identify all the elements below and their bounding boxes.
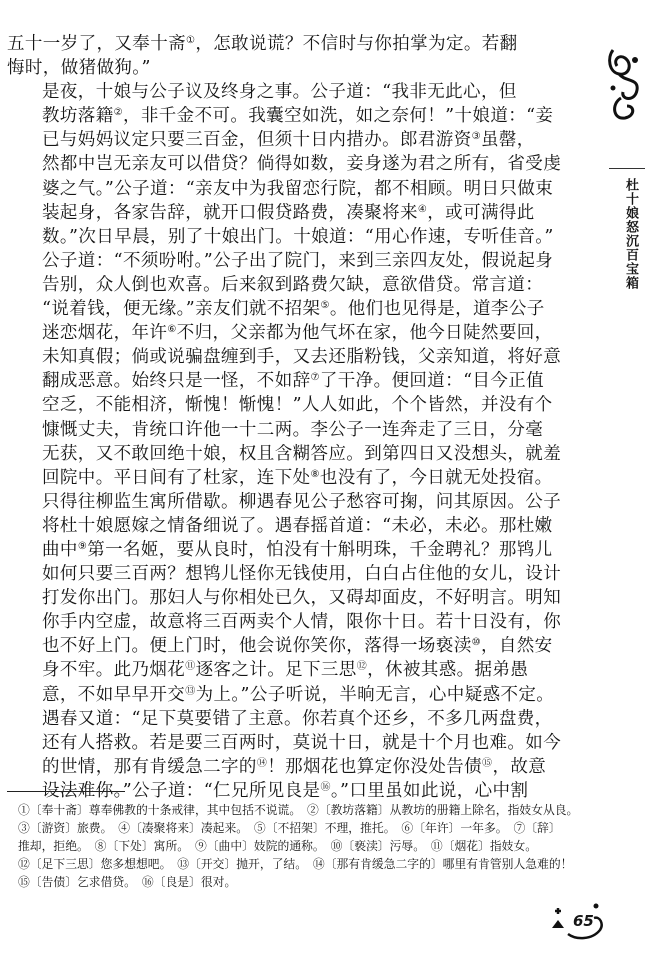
text-run: ，故意 (492, 756, 547, 777)
text-line (7, 152, 593, 176)
text-run: 如何只要三百两？想鸨儿怪你无钱使用，白白占住他的女儿，设计 (42, 564, 562, 585)
text-line (7, 177, 593, 201)
text-run: 遇春又道：“足下莫要错了主意。你若真个还乡，不多几两盘费， (42, 708, 553, 729)
footnotes (18, 801, 593, 891)
text-run: 的世情，那有肯缓急二字的 (42, 756, 257, 777)
text-run: 悔时，做猪做狗。” (7, 58, 151, 79)
text-run: 慷慨丈夫，肯统口许他一十二两。李公子一连奔走了三日，分毫 (42, 419, 544, 440)
text-line (7, 80, 593, 104)
text-line (7, 32, 593, 56)
text-run: 不归，父亲都为他气坏在家，他今日陡然要回， (176, 323, 553, 344)
text-run: 五十一岁了，又奉十斋 (7, 34, 186, 54)
paragraph (7, 32, 593, 80)
footnote-marker: ⑪ (185, 661, 196, 673)
text-run: 翻成恶意。始终只是一怪，不如辞 (42, 371, 311, 392)
text-line (7, 369, 593, 393)
text-line (7, 490, 593, 514)
text-run: 为上。”公子听说，半晌无言，心中疑惑不定。 (195, 684, 555, 705)
body-text (7, 32, 593, 803)
text-line (7, 562, 593, 586)
text-line (7, 345, 593, 369)
text-line (7, 128, 593, 152)
footnote-line: ⑮〔告债〕乞求借贷。 ⑯〔良是〕很对。 (18, 875, 237, 889)
text-run: 然都中岂无亲友可以借贷？倘得如数，妾身遂为君之所有，省受虔 (42, 154, 562, 175)
text-line (7, 442, 593, 466)
text-run: 第一名姬，要从良时，怕没有十斛明珠，千金聘礼？那鸨儿 (87, 539, 553, 560)
text-run: 意，不如早早开交 (42, 684, 186, 705)
running-head-rule (609, 168, 645, 169)
paragraph (7, 80, 593, 803)
text-line (7, 610, 593, 634)
text-line (7, 104, 593, 128)
text-run: ，怎敢说谎？不信时与你拍掌为定。若翻 (195, 34, 518, 54)
text-line (7, 514, 593, 538)
text-line (7, 731, 593, 755)
text-run: 设法难你。”公子道：“仁兄所见良是 (42, 780, 321, 801)
footnote-marker: ② (113, 107, 123, 119)
text-run: 迷恋烟花，年许 (42, 323, 168, 344)
text-line (7, 225, 593, 249)
text-line (7, 707, 593, 731)
text-run: ，非千金不可。我囊空如洗，如之奈何！”十娘道：“妾 (122, 106, 554, 127)
text-line (7, 683, 593, 707)
text-run: 打发你出门。那妇人与你相处已久，又碍却面皮，不好明言。明知 (42, 588, 562, 609)
text-run: 虽罄， (480, 130, 535, 151)
text-run: 装起身，各家告辞，就开口假贷路费，凑聚将来 (42, 202, 418, 223)
footnote-divider (7, 791, 125, 792)
footnote-marker: ⑯ (320, 781, 331, 793)
footnote-marker: ⑮ (482, 757, 493, 769)
text-line (7, 466, 593, 490)
footnote-marker: ⑥ (167, 324, 177, 336)
text-run: ，休被其惑。据弟愚 (367, 660, 529, 681)
text-run: 只得往柳监生寓所借歇。柳遇春见公子愁容可掬，问其原因。公子 (42, 491, 562, 512)
text-line (7, 393, 593, 417)
text-run: 数。”次日早晨，别了十娘出门。十娘道：“用心作速，专听佳音。” (42, 226, 554, 247)
footnote-marker: ③ (471, 131, 481, 143)
text-run: 是夜，十娘与公子议及终身之事。公子道：“我非无此心，但 (42, 82, 517, 103)
text-line (7, 418, 593, 442)
footnote-marker: ⑩ (471, 637, 481, 649)
text-run: 逐客之计。足下三思 (195, 660, 357, 681)
text-run: 已与妈妈议定只要三百金，但须十日内措办。郎君游资 (42, 130, 472, 151)
text-run: 未知真假；倘或说骗盘缠到手，又去还脂粉钱，父亲知道，将好意 (42, 347, 562, 368)
text-run: 空乏，不能相济，惭愧！惭愧！”人人如此，个个皆然，并没有个 (42, 395, 553, 416)
text-line (7, 755, 593, 779)
footnote-marker: ① (186, 35, 196, 46)
text-run: 曲中 (42, 539, 78, 560)
text-run: ！那烟花也算定你没处告债 (267, 756, 483, 777)
text-run: 你手内空虚，故意将三百两卖个人情，限你十日。若十日没有，你 (42, 612, 562, 633)
footnote-marker: ⑦ (310, 372, 320, 384)
text-run: 回院中。平日间有了杜家，连下处 (42, 467, 311, 488)
footnote-line: ③〔游资〕旅费。 ④〔凑聚将来〕凑起来。 ⑤〔不招架〕不理，推托。 ⑥〔年许〕一年多。 ⑦〔辞〕 (18, 821, 561, 835)
text-run: 将杜十娘愿嫁之情备细说了。遇春摇首道：“未必，未必。那杜嫩 (42, 515, 553, 536)
footnote-marker: ④ (417, 203, 428, 215)
text-run: ，自然安 (480, 636, 553, 657)
footnote-line: 推却，拒绝。 ⑧〔下处〕寓所。 ⑨〔曲中〕妓院的通称。 ⑩〔亵渎〕污辱。 ⑪〔烟花〕指妓女。 (18, 839, 538, 853)
text-line (7, 273, 593, 297)
text-run: 。”口里虽如此说，心中割 (330, 780, 529, 801)
text-line (7, 658, 593, 682)
text-run: 也没有了，今日就无处投宿。 (319, 467, 553, 488)
text-run: 也不好上门。便上门时，他会说你笑你，落得一场亵渎 (42, 636, 472, 657)
text-line (7, 201, 593, 225)
footnote-marker: ⑭ (256, 757, 268, 769)
text-line (7, 321, 593, 345)
footnote-marker: ⑫ (356, 661, 368, 673)
page-number-block (548, 900, 608, 940)
text-run: ，或可满得此 (427, 202, 535, 223)
page-number: 65 (573, 912, 594, 930)
text-line (7, 634, 593, 658)
footnote-marker: ⑤ (320, 300, 330, 312)
text-run: 教坊落籍 (42, 106, 114, 127)
text-run: 告别，众人倒也欢喜。后来叙到路费欠缺，意欲借贷。常言道： (42, 274, 544, 295)
text-run: “说着钱，便无缘。”亲友们就不招架 (42, 299, 321, 320)
text-run: 婆之气。”公子道：“亲友中为我留恋行院，都不相顾。明日只做束 (42, 178, 554, 199)
running-head: 杜十娘怒沉百宝箱 (623, 178, 638, 290)
footnote-marker: ⑧ (310, 468, 320, 480)
footnote-line: ①〔奉十斋〕尊奉佛教的十条戒律，其中包括不说谎。 ②〔教坊落籍〕从教坊的册籍上除名，指妓女从良。 (18, 803, 579, 817)
text-line (7, 586, 593, 610)
text-line (7, 56, 593, 80)
footnote-marker: ⑨ (77, 540, 88, 552)
text-line (7, 249, 593, 273)
text-run: 。他们也见得是，道李公子 (329, 299, 545, 320)
ornament-icon (605, 38, 645, 148)
text-line (7, 538, 593, 562)
footnote-line: ⑫〔足下三思〕您多想想吧。 ⑬〔开交〕抛开，了结。 ⑭〔那有肯缓急二字的〕哪里有肯管别人急难的！ (18, 857, 573, 871)
text-run: 了干净。便回道：“目今正值 (319, 371, 545, 392)
text-line (7, 297, 593, 321)
text-run: 无获，又不敢回绝十娘，权且含糊答应。到第四日又没想头，就羞 (42, 443, 562, 464)
text-run: 公子道：“不须吩咐。”公子出了院门，来到三亲四友处，假说起身 (42, 250, 554, 271)
text-run: 身不牢。此乃烟花 (42, 660, 186, 681)
text-run: 还有人搭救。若是要三百两时，莫说十日，就是十个月也难。如今 (42, 732, 562, 753)
footnote-marker: ⑬ (185, 685, 196, 697)
